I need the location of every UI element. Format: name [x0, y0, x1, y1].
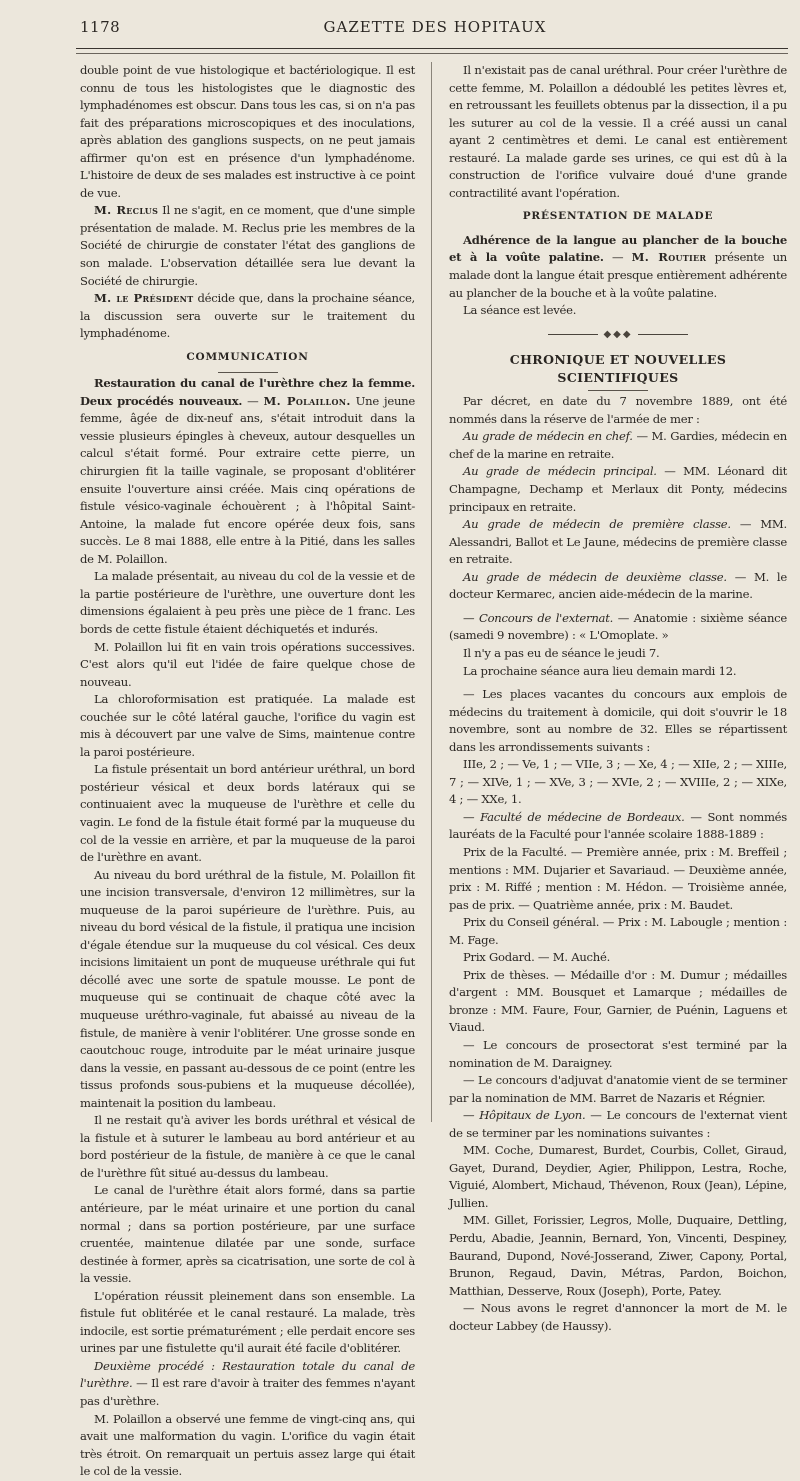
- paragraph-text: décide que, dans la prochaine séance, la discussion sera ouverte sur le traitement du lymphadénome.: [80, 291, 415, 341]
- news-label: — Faculté de médecine de Bordeaux.: [463, 809, 685, 824]
- paragraph: Il ne restait qu'à aviver les bords uréthral et vésical de la fistule et à suturer le lambeau au bord antérieur et au bord postérieur de la fistule, de manière à ce que le canal de l'urèthre fût situé au-dessus du lambeau.: [80, 1113, 415, 1180]
- paragraph: Le canal de l'urèthre était alors formé, dans sa partie antérieure, par le méat urinaire et une portion du canal normal ; dans sa portion postérieure, par une surface cruentée, maintenue dilatée par une sonde, surface destinée à former, après sa cicatrisation, une sorte de col à la vessie.: [80, 1183, 415, 1286]
- grade-label: Au grade de médecin de deuxième classe.: [463, 569, 727, 584]
- page-header: [80, 18, 790, 40]
- paragraph: Prix de la Faculté. — Première année, prix : M. Breffeil ; mentions : MM. Dujarier et Savariaud. — Deuxième année, prix : M. Riffé ; mention : M. Hédon. — Troisième année, pas de prix. — Quatrième année, prix : M. Baudet.: [449, 844, 787, 912]
- page-number: 1178: [80, 18, 121, 36]
- paragraph: La prochaine séance aura lieu demain mardi 12.: [463, 663, 737, 678]
- journal-title: GAZETTE DES HOPITAUX: [323, 18, 547, 36]
- paragraph-text: — Sont nommés lauréats de la Faculté pour l'année scolaire 1888-1889 :: [449, 809, 787, 842]
- paragraph: [449, 610, 787, 645]
- article-title: Adhérence de la langue au plancher de la bouche et à la voûte palatine.: [449, 232, 787, 265]
- grade-label: Au grade de médecin en chef.: [463, 429, 633, 444]
- grade-label: Au grade de médecin de première classe.: [463, 517, 731, 532]
- speaker-name: M. le Président: [94, 291, 194, 306]
- paragraph: Adhérence de la langue au plancher de la bouche et à la voûte palatine. — M. Routier présente un malade dont la langue était presque entièrement adhérente au plancher de la bouche et à la voûte palatine.: [449, 232, 788, 300]
- paragraph: Au niveau du bord uréthral de la fistule, M. Polaillon fit une incision transversale, d'environ 12 millimètres, sur la muqueuse de la paroi supérieure de l'urèthre. Puis, au niveau du bord vésical de la fistule, il pratiqua une incision d'égale étendue sur la muqueuse du col vésical. Ces deux incisions limitaient un pont de muqueuse uréthrale qui fut décollé avec une sorte de spatule mousse. Le pont de muqueuse qui se continuait de chaque côté avec la muqueuse uréthro-vaginale, fut abaissé au niveau de la fistule, de manière à venir l'oblitérer. Une grosse sonde en caoutchouc rouge, introduite par le méat urinaire jusque dans la vessie, en passant au-dessous de ce point (entre les tissus profonds sous-pubiens et la muqueuse décollée), maintenait la position du lambeau.: [80, 867, 415, 1110]
- paragraph: double point de vue histologique et bactériologique. Il est connu de tous les histologistes que le diagnostic des lymphadénomes est obscur. Dans tous les cas, si on n'a pas fait des préparations microscopiques et des inoculations, après ablation des ganglions suspects, on ne peut jamais affirmer qu'on est en présence d'un lymphadénome. L'histoire de deux de ses malades est instructive à ce point de vue.: [80, 63, 415, 200]
- news-label: — Concours de l'externat.: [463, 610, 614, 625]
- paragraph: — Nous avons le regret d'annoncer la mort de M. le docteur Labbey (de Haussy).: [449, 1301, 787, 1333]
- speaker-name: M. Polaillon.: [263, 393, 351, 408]
- paragraph-text: — MM. Alessandri, Ballot et Le Jaune, médecins de première classe en retraite.: [449, 517, 787, 567]
- paragraph-text: Une jeune femme, âgée de dix-neuf ans, s'était introduit dans la vessie plusieurs épingles à cheveux, autour desquelles un calcul s'était formé. Pour extraire cette pierre, un chirurgien fit la taille vaginale, se proposant d'oblitérer ensuite l'ouverture ainsi créée. Mais cinq opérations de fistule vésico-vaginale échouèrent ; à l'hôpital Saint-Antoine, la malade fut encore opérée deux fois, sans succès. Le 8 mai 1888, elle entre à la Pitié, dans les salles de M. Polaillon.: [80, 393, 415, 566]
- column-divider: [431, 62, 432, 1122]
- paragraph: [449, 569, 787, 604]
- paragraph: Il n'y a pas eu de séance le jeudi 7.: [463, 645, 660, 660]
- paragraph-text: — Il est rare d'avoir à traiter des femmes n'ayant pas d'urèthre.: [80, 1376, 416, 1409]
- paragraph: L'opération réussit pleinement dans son ensemble. La fistule fut oblitérée et le canal restauré. La malade, très indocile, est sortie prématurément ; elle perdait encore ses urines par une fistulette qu'il aurait été facile d'oblitérer.: [80, 1288, 415, 1356]
- paragraph: [80, 202, 415, 290]
- section-heading-communication: COMMUNICATION: [186, 350, 309, 363]
- paragraph: Restauration du canal de l'urèthre chez la femme. Deux procédés nouveaux. — M. Polaillon. Une jeune femme, âgée de dix-neuf ans, s'était introduit dans la vessie plusieurs épingles à cheveux, autour desquelles un calcul s'était formé. Pour extraire cette pierre, un chirurgien fit la taille vaginale, se proposant d'oblitérer ensuite l'ouverture ainsi créée. Mais cinq opérations de fistule vésico-vaginale échouèrent ; à l'hôpital Saint-Antoine, la malade fut encore opérée deux fois, sans succès. Le 8 mai 1888, elle entre à la Pitié, dans les salles de M. Polaillon.: [80, 376, 415, 566]
- paragraph: Il n'existait pas de canal uréthral. Pour créer l'urèthre de cette femme, M. Polaillon a dédoublé les petites lèvres et, en retroussant les feuillets obtenus par la dissection, il a pu les suturer au col de la vessie. Il a créé aussi un canal ayant 2 centimètres et demi. Le canal est entièrement restauré. La malade garde ses urines, ce qui est dû à la construction de l'orifice vulvaire doué d'une grande contractilité avant l'opération.: [449, 63, 787, 200]
- procedure-title: Deuxième procédé : Restauration totale du canal de l'urèthre.: [80, 1358, 415, 1391]
- article-title: Restauration du canal de l'urèthre chez la femme. Deux procédés nouveaux.: [80, 376, 415, 408]
- paragraph: [449, 516, 787, 569]
- paragraph: [449, 463, 787, 516]
- paragraph: Prix de thèses. — Médaille d'or : M. Dumur ; médailles d'argent : MM. Bousquet et Lamarque ; médailles de bronze : MM. Faure, Four, Garnier, de Puénin, Laguens et Viaud.: [449, 967, 787, 1035]
- paragraph: Prix Godard. — M. Auché.: [463, 950, 611, 965]
- paragraph: Par décret, en date du 7 novembre 1889, ont été nommés dans la réserve de l'armée de mer :: [449, 394, 787, 426]
- paragraph: Prix du Conseil général. — Prix : M. Labougle ; mention : M. Fage.: [449, 915, 787, 947]
- left-column: [80, 62, 416, 1479]
- header-rule-thin: [76, 53, 788, 54]
- paragraph: — Le concours de prosectorat s'est terminé par la nomination de M. Daraigney.: [449, 1037, 787, 1070]
- paragraph: [449, 428, 787, 463]
- paragraph-text: présente un malade dont la langue était presque entièrement adhérente au plancher de la bouche et à la voûte palatine.: [449, 250, 788, 300]
- grade-label: Au grade de médecin principal.: [463, 464, 657, 479]
- short-rule: [588, 390, 648, 391]
- paragraph: — Les places vacantes du concours aux emplois de médecins du traitement à domicile, qui doit s'ouvrir le 18 novembre, sont au nombre de 32. Elles se répartissent dans les arrondissements suivants :: [449, 687, 787, 754]
- speaker-name: M. Reclus: [94, 203, 159, 218]
- paragraph-text: — Anatomie : sixième séance (samedi 9 novembre) : « L'Omoplate. »: [449, 610, 788, 643]
- paragraph-text: — MM. Léonard dit Champagne, Dechamp et Merlaux dit Ponty, médecins principaux en retraite.: [449, 464, 788, 514]
- paragraph: M. Polaillon lui fit en vain trois opérations successives. C'est alors qu'il eut l'idée de faire quelque chose de nouveau.: [80, 639, 415, 689]
- paragraph: — Le concours d'adjuvat d'anatomie vient de se terminer par la nomination de MM. Barret de Nazaris et Régnier.: [449, 1073, 787, 1105]
- paragraph: La chloroformisation est pratiquée. La malade est couchée sur le côté latéral gauche, l'orifice du vagin est mis à découvert par une valve de Sims, maintenue contre la paroi postérieure.: [80, 692, 415, 759]
- paragraph: M. Polaillon a observé une femme de vingt-cinq ans, qui avait une malformation du vagin. L'orifice du vagin était très étroit. On remarquait un pertuis assez large qui était le col de la vessie.: [80, 1411, 415, 1479]
- speaker-name: M. Routier: [631, 250, 707, 265]
- right-column: [449, 62, 788, 1333]
- paragraph: MM. Coche, Dumarest, Burdet, Courbis, Collet, Giraud, Gayet, Durand, Deydier, Agier, Philippon, Lestra, Roche, Viguié, Alombert, Michaud, Thévenon, Roux (Jean), Lépine, Jullien.: [449, 1143, 787, 1210]
- paragraph-text: — M. Gardies, médecin en chef de la marine en retraite.: [449, 429, 787, 461]
- paragraph: La malade présentait, au niveau du col de la vessie et de la partie postérieure de l'urèthre, une ouverture dont les dimensions égalaient à peu près une pièce de 1 franc. Les bords de cette fistule étaient déchiquetés et indurés.: [80, 569, 415, 636]
- paragraph-text: Il ne s'agit, en ce moment, que d'une simple présentation de malade. M. Reclus prie les membres de la Société de chirurgie de constater l'état des ganglions de son malade. L'observation détaillée sera lue devant la Société de chirurgie.: [80, 203, 415, 288]
- paragraph-text: — M. le docteur Kermarec, ancien aide-médecin de la marine.: [449, 569, 787, 602]
- paragraph-text: — Le concours de l'externat vient de se terminer par les nominations suivantes :: [449, 1108, 788, 1140]
- chronique-title: CHRONIQUE ET NOUVELLES SCIENTIFIQUES: [509, 352, 727, 385]
- header-rule: [76, 48, 788, 49]
- section-heading-presentation: PRÉSENTATION DE MALADE: [522, 210, 714, 223]
- paragraph: La séance est levée.: [463, 303, 577, 318]
- paragraph: [449, 809, 787, 844]
- paragraph: [449, 1107, 787, 1142]
- paragraph: [80, 290, 415, 343]
- paragraph: [80, 1358, 415, 1411]
- paragraph: La fistule présentait un bord antérieur uréthral, un bord postérieur vésical et deux bords latéraux qui se continuaient avec la muqueuse de l'urèthre et celle du vagin. Le fond de la fistule était formé par la muqueuse du col de la vessie en arrière, et par la muqueuse de la paroi de l'urèthre en avant.: [80, 762, 415, 865]
- short-rule: [218, 372, 278, 373]
- paragraph: MM. Gillet, Forissier, Legros, Molle, Duquaire, Dettling, Perdu, Abadie, Jeannin, Bernard, Yon, Vincenti, Despiney, Baurand, Dupond, Nové-Josserand, Ziwer, Capony, Portal, Brunon, Regaud, Davin, Métras, Pardon, Boichon, Matthian, Desserve, Roux (Joseph), Porte, Patey.: [449, 1213, 787, 1298]
- ornament-divider: ◆◆◆: [449, 326, 787, 344]
- news-label: — Hôpitaux de Lyon.: [463, 1108, 586, 1123]
- paragraph: IIIe, 2 ; — Ve, 1 ; — VIIe, 3 ; — Xe, 4 ; — XIIe, 2 ; — XIIIe, 7 ; — XIVe, 1 ; — XVe, 3 ; — XVIe, 2 ; — XVIIIe, 2 ; — XIXe, 4 ; — XXe, 1.: [449, 757, 787, 807]
